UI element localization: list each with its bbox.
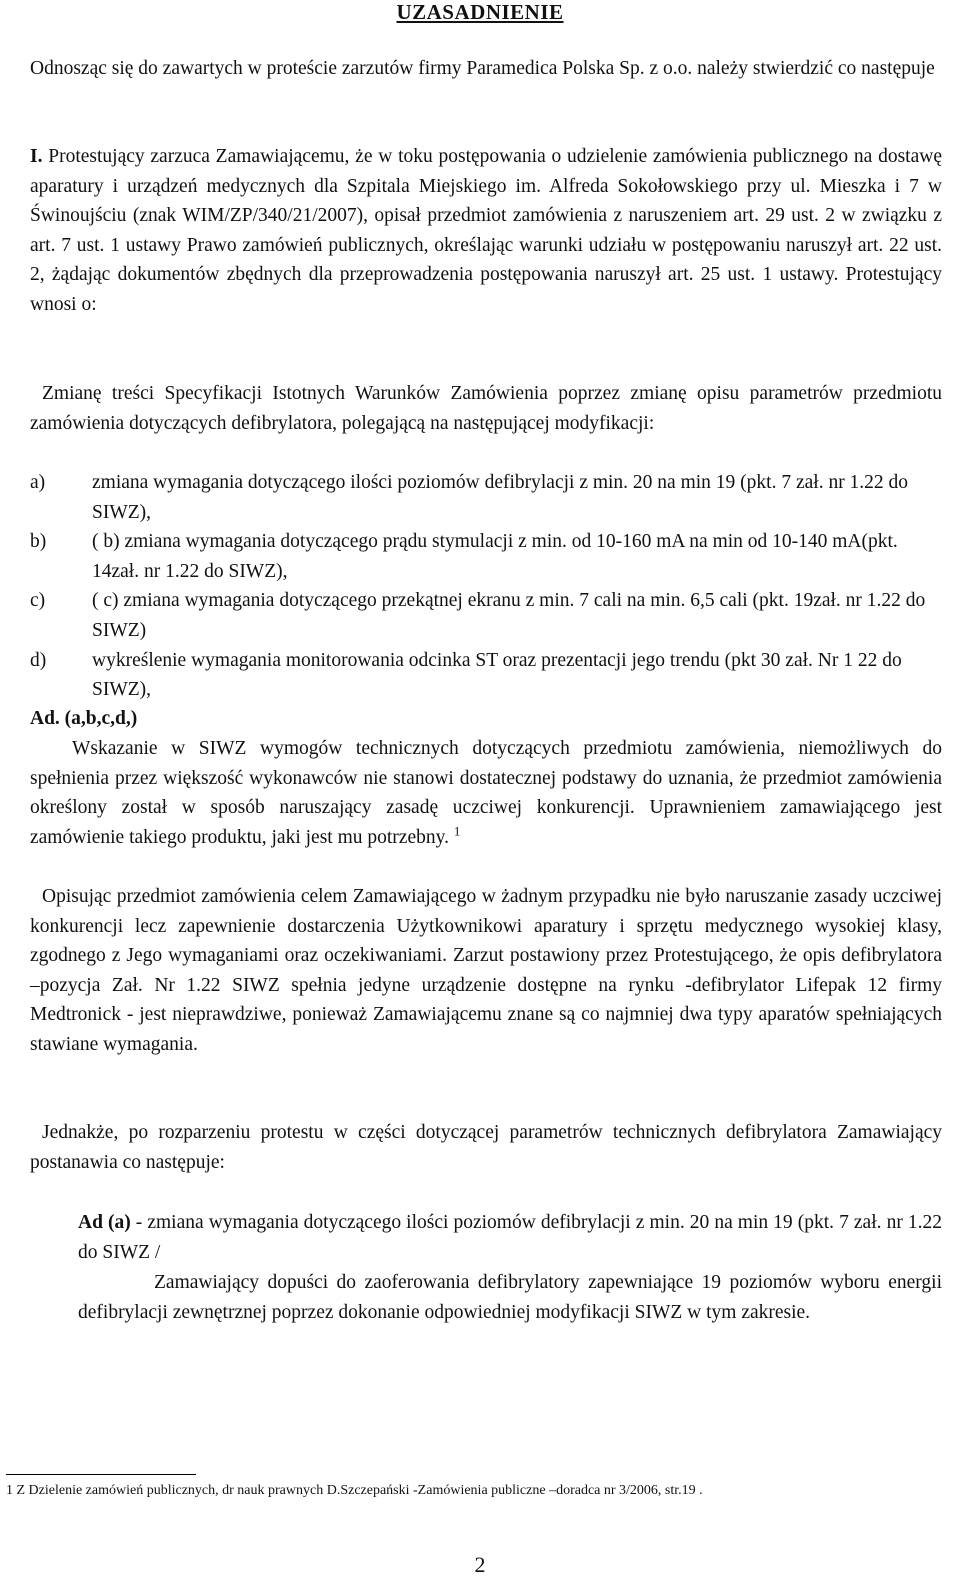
modification-list <box>30 468 942 705</box>
section-1-body: Protestujący zarzuca Zamawiającemu, że w toku postępowania o udzielenie zamówienia publicznego na dostawę aparatury i urządzeń medycznych dla Szpitala Miejskiego im. Alfreda Sokołowskiego przy ul. Mieszka i 7 w Świnoujściu (znak WIM/ZP/340/21/2007), opisał przedmiot zamówienia z naruszeniem art. 29 ust. 2 w związku z art. 7 ust. 1 ustawy Prawo zamówień publicznych, określając warunki udziału w postępowaniu naruszył art. 22 ust. 2, żądając dokumentów zbędnych dla przeprowadzenia postępowania naruszył art. 25 ust. 1 ustawy. Protestujący wnosi o: <box>30 146 942 315</box>
ad-abcd-paragraph-3: Jednakże, po rozparzeniu protestu w części dotyczącej parametrów technicznych defibrylatora Zamawiający postanawia co następuje: <box>30 1122 942 1173</box>
ad-abcd-heading: Ad. (a,b,c,d,) <box>30 708 138 729</box>
section-1-paragraph <box>30 142 942 320</box>
footnote-ref: 1 <box>453 823 461 839</box>
list-item: b) ( b) zmiana wymagania dotyczącego prądu stymulacji z min. od 10-160 mA na min od 10-140 mA(pkt. 14zał. nr 1.22 do SIWZ), <box>30 531 898 582</box>
request-paragraph <box>30 379 942 438</box>
document-title: UZASADNIENIE <box>396 0 564 24</box>
intro-paragraph: Odnosząc się do zawartych w proteście zarzutów firmy Paramedica Polska Sp. z o.o. należy stwierdzić co następuje <box>30 58 935 79</box>
ad-abcd-paragraph-2: Opisując przedmiot zamówienia celem Zamawiającego w żadnym przypadku nie było naruszanie zasady uczciwej konkurencji lecz zapewnienie dostarczenia Użytkownikowi aparatury i sprzętu medycznego wysokiej klasy, zgodnego z Jego wymaganiami oraz oczekiwaniami. Zarzut postawiony przez Protestującego, że opis defibrylatora –pozycja Zał. Nr 1.22 SIWZ spełnia jedyne urządzenie dostępne na rynku -defibrylator Lifepak 12 firmy Medtronick - jest nieprawdziwe, ponieważ Zamawiającemu znane są co najmniej dwa typy aparatów spełniających stawiane wymagania. <box>30 886 942 1055</box>
ad-a-heading: Ad (a) <box>78 1212 131 1233</box>
ad-a-paragraph: Ad (a) - zmiana wymagania dotyczącego ilości poziomów defibrylacji z min. 20 na min 19 (pkt. 7 zał. nr 1.22 do SIWZ / <box>78 1212 942 1263</box>
ad-a-decision: Zamawiający dopuści do zaoferowania defibrylatory zapewniające 19 poziomów wyboru energii defibrylacji zewnętrznej poprzez dokonanie odpowiedniej modyfikacji SIWZ w tym zakresie. <box>78 1272 942 1323</box>
ad-abcd-paragraph-1: Wskazanie w SIWZ wymogów technicznych dotyczących przedmiotu zamówienia, niemożliwych do spełnienia przez większość wykonawców nie stanowi dostatecznej podstawy do uznania, że przedmiot zamówienia określony został w sposób naruszający zasadę uczciwej konkurencji. Uprawnieniem zamawiającego jest zamówienie takiego produktu, jaki jest mu potrzebny. $^1$ <box>30 738 942 848</box>
list-item: a) zmiana wymagania dotyczącego ilości poziomów defibrylacji z min. 20 na min 19 (pkt. 7 zał. nr 1.22 do SIWZ), <box>30 472 909 523</box>
footnote: 1 Z Dzielenie zamówień publicznych, dr nauk prawnych D.Szczepański -Zamówienia publiczne –doradca nr 3/2006, str.19 . <box>6 1483 703 1498</box>
page-number: 2 <box>474 1552 486 1577</box>
list-item: c) ( c) zmiana wymagania dotyczącego przekątnej ekranu z min. 7 cali na min. 6,5 cali (pkt. 19zał. nr 1.22 do SIWZ) <box>30 590 926 641</box>
request-text: Zmianę treści Specyfikacji Istotnych Warunków Zamówienia poprzez zmianę opisu parametrów przedmiotu zamówienia dotyczących defibrylatora, polegającą na następującej modyfikacji: <box>30 383 942 434</box>
footnote-divider <box>6 1474 196 1475</box>
list-item: d) wykreślenie wymagania monitorowania odcinka ST oraz prezentacji jego trendu (pkt 30 zał. Nr 1 22 do SIWZ), <box>30 649 902 701</box>
section-1-marker: I. <box>30 146 43 167</box>
